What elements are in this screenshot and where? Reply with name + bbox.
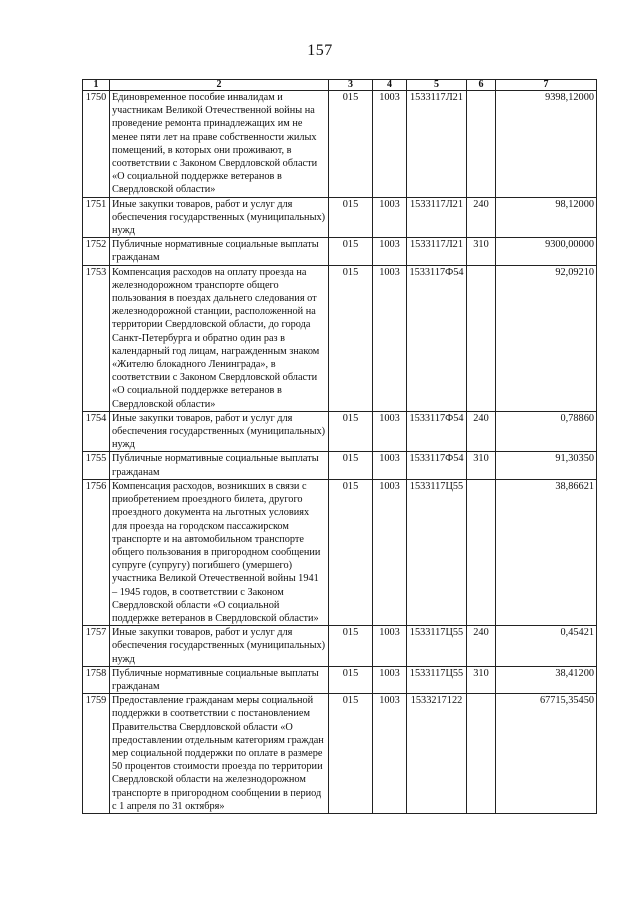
column-header: 1 [83, 80, 110, 91]
row-number: 1750 [83, 91, 110, 198]
row-number: 1759 [83, 694, 110, 814]
row-description: Предоставление гражданам меры социальной поддержки в соответствии с постановлением Правительства Свердловской области «О предоставлении отдельным категориям граждан мер социальной поддержки по оплате в размере 50 процентов стоимости проезда по территории Свердловской области на железнодорожном транспорте в пригородном сообщении в период с 1 апреля по 31 октября» [110, 694, 329, 814]
page-number: 157 [307, 42, 333, 59]
row-description: Иные закупки товаров, работ и услуг для обеспечения государственных (муниципальных) нужд [110, 626, 329, 667]
section-code: 1003 [373, 694, 407, 814]
target-article-code: 1533117Ф54 [407, 265, 467, 411]
target-article-code: 1533117Л21 [407, 91, 467, 198]
budget-table [82, 79, 597, 814]
row-description: Иные закупки товаров, работ и услуг для обеспечения государственных (муниципальных) нужд [110, 411, 329, 452]
section-code: 1003 [373, 666, 407, 693]
table-row [83, 666, 597, 693]
row-description: Компенсация расходов, возникших в связи с приобретением проездного билета, другого проездного документа на льготных условиях для проезда на городском пассажирском транспорте и на автомобильном транспорте общего пользования в пригородном сообщении супруге (супругу) погибшего (умершего) участника Великой Отечественной войны 1941 – 1945 годов, в соответствии с Законом Свердловской области «О социальной поддержке ветеранов в Свердловской области» [110, 479, 329, 625]
target-article-code: 1533117Ц55 [407, 626, 467, 667]
amount-value: 67715,35450 [496, 694, 597, 814]
expense-type-code: 310 [467, 452, 496, 479]
amount-value: 9300,00000 [496, 238, 597, 265]
target-article-code: 1533117Ц55 [407, 666, 467, 693]
section-code: 1003 [373, 197, 407, 238]
expense-type-code [467, 479, 496, 625]
table-header-row [83, 80, 597, 91]
ministry-code: 015 [329, 265, 373, 411]
amount-value: 9398,12000 [496, 91, 597, 198]
amount-value: 91,30350 [496, 452, 597, 479]
amount-value: 0,45421 [496, 626, 597, 667]
section-code: 1003 [373, 411, 407, 452]
row-number: 1754 [83, 411, 110, 452]
target-article-code: 1533117Л21 [407, 197, 467, 238]
column-header: 6 [467, 80, 496, 91]
expense-type-code [467, 265, 496, 411]
ministry-code: 015 [329, 479, 373, 625]
table-row [83, 91, 597, 198]
ministry-code: 015 [329, 666, 373, 693]
section-code: 1003 [373, 626, 407, 667]
row-description: Публичные нормативные социальные выплаты гражданам [110, 238, 329, 265]
expense-type-code: 240 [467, 197, 496, 238]
amount-value: 0,78860 [496, 411, 597, 452]
ministry-code: 015 [329, 91, 373, 198]
table-row [83, 479, 597, 625]
column-header: 5 [407, 80, 467, 91]
table-row [83, 238, 597, 265]
table-row [83, 626, 597, 667]
row-description: Компенсация расходов на оплату проезда на железнодорожном транспорте общего пользования в поездах дальнего следования от железнодорожной станции, расположенной на территории Свердловской области, до города Санкт-Петербурга и обратно один раз в календарный год лицам, награжденным знаком «Жителю блокадного Ленинграда», в соответствии с Законом Свердловской области «О социальной поддержке ветеранов в Свердловской области» [110, 265, 329, 411]
amount-value: 92,09210 [496, 265, 597, 411]
section-code: 1003 [373, 265, 407, 411]
target-article-code: 1533117Ф54 [407, 411, 467, 452]
target-article-code: 1533117Л21 [407, 238, 467, 265]
ministry-code: 015 [329, 197, 373, 238]
column-header: 2 [110, 80, 329, 91]
table-row [83, 452, 597, 479]
ministry-code: 015 [329, 238, 373, 265]
expense-type-code: 310 [467, 238, 496, 265]
row-number: 1757 [83, 626, 110, 667]
table-row [83, 197, 597, 238]
column-header: 3 [329, 80, 373, 91]
amount-value: 38,41200 [496, 666, 597, 693]
column-header: 4 [373, 80, 407, 91]
expense-type-code: 310 [467, 666, 496, 693]
table-row [83, 694, 597, 814]
row-number: 1758 [83, 666, 110, 693]
target-article-code: 1533117Ц55 [407, 479, 467, 625]
ministry-code: 015 [329, 626, 373, 667]
row-number: 1752 [83, 238, 110, 265]
section-code: 1003 [373, 479, 407, 625]
row-description: Единовременное пособие инвалидам и участникам Великой Отечественной войны на проведение ремонта принадлежащих им не менее пяти лет на праве собственности жилых помещений, в которых они проживают, в соответствии с Законом Свердловской области «О социальной поддержке ветеранов в Свердловской области» [110, 91, 329, 198]
section-code: 1003 [373, 91, 407, 198]
row-number: 1753 [83, 265, 110, 411]
section-code: 1003 [373, 238, 407, 265]
table-row [83, 411, 597, 452]
row-description: Иные закупки товаров, работ и услуг для обеспечения государственных (муниципальных) нужд [110, 197, 329, 238]
ministry-code: 015 [329, 694, 373, 814]
amount-value: 38,86621 [496, 479, 597, 625]
target-article-code: 1533117Ф54 [407, 452, 467, 479]
expense-type-code: 240 [467, 411, 496, 452]
ministry-code: 015 [329, 411, 373, 452]
row-number: 1755 [83, 452, 110, 479]
column-header: 7 [496, 80, 597, 91]
expense-type-code [467, 91, 496, 198]
ministry-code: 015 [329, 452, 373, 479]
expense-type-code: 240 [467, 626, 496, 667]
section-code: 1003 [373, 452, 407, 479]
row-number: 1756 [83, 479, 110, 625]
target-article-code: 1533217122 [407, 694, 467, 814]
row-description: Публичные нормативные социальные выплаты гражданам [110, 452, 329, 479]
table-row [83, 265, 597, 411]
row-description: Публичные нормативные социальные выплаты гражданам [110, 666, 329, 693]
amount-value: 98,12000 [496, 197, 597, 238]
row-number: 1751 [83, 197, 110, 238]
expense-type-code [467, 694, 496, 814]
